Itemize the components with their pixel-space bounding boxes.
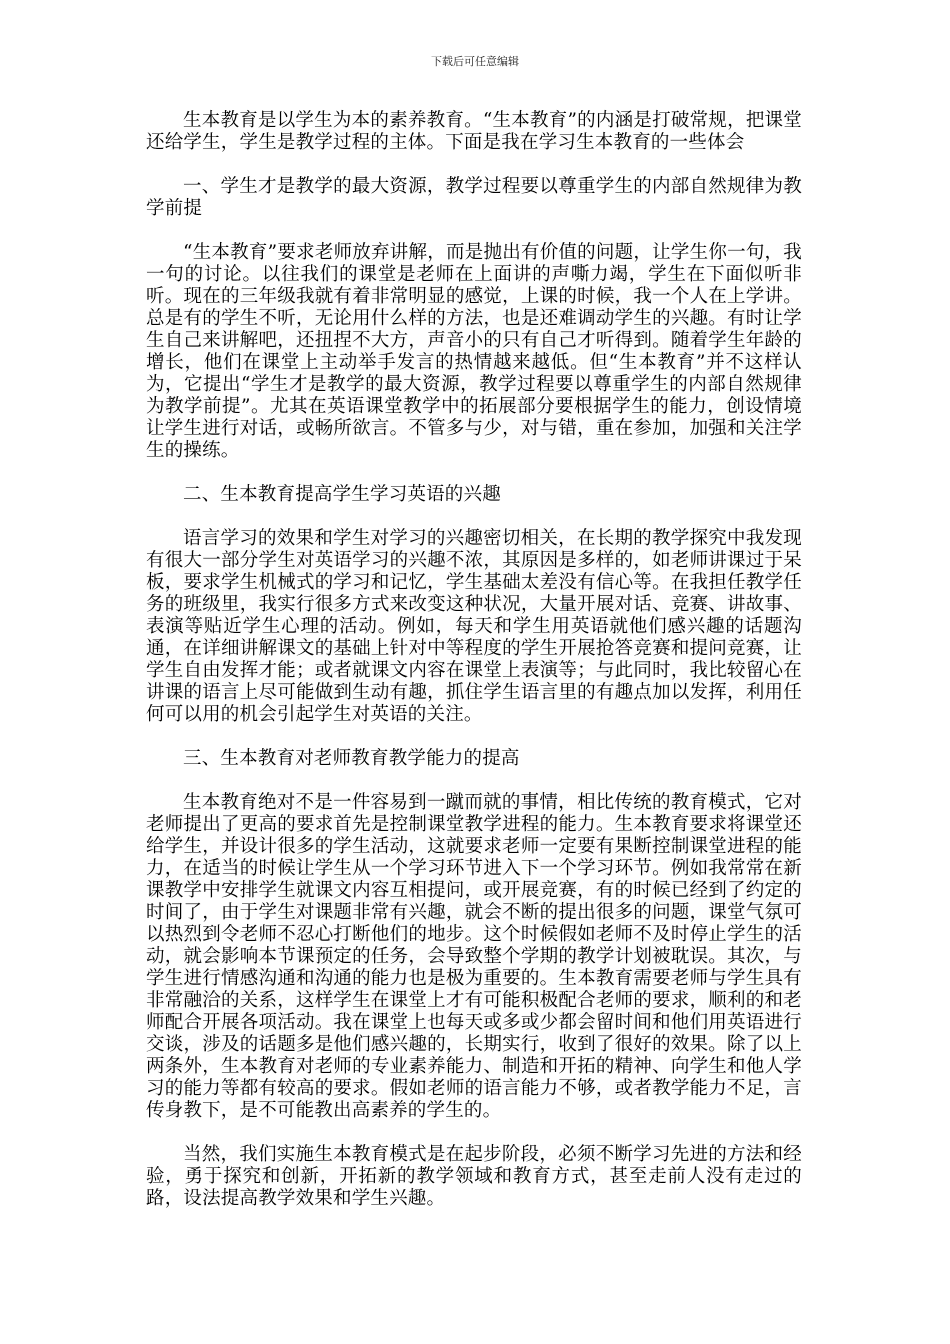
- section-heading-3: 三、生本教育对老师教育教学能力的提高: [183, 748, 520, 769]
- section-2-paragraph: 语言学习的效果和学生对学习的兴趣密切相关，在长期的教学探究中我发现有很大一部分学生对英语学习的兴趣不浓，其原因是多样的，如老师讲课过于呆板，要求学生机械式的学习和记忆，学生基础太差没有信心等。在我担任教学任务的班级里，我实行很多方式来改变这种状况，大量开展对话、竞赛、讲故事、表演等贴近学生心理的活动。例如，每天和学生用英语就他们感兴趣的话题沟通，在详细讲解课文的基础上针对中等程度的学生开展抢答竞赛和提问竞赛，让学生自由发挥才能；或者就课文内容在课堂上表演等；与此同时，我比较留心在讲课的语言上尽可能做到生动有趣，抓住学生语言里的有趣点加以发挥，利用任何可以用的机会引起学生对英语的关注。: [146, 528, 802, 725]
- section-heading-1: 一、学生才是教学的最大资源，教学过程要以尊重学生的内部自然规律为教学前提: [146, 176, 802, 219]
- page-header: 下载后可任意编辑: [431, 55, 519, 68]
- conclusion-paragraph: 当然，我们实施生本教育模式是在起步阶段，必须不断学习先进的方法和经验，勇于探究和创新，开拓新的教学领域和教育方式，甚至走前人没有走过的路，设法提高教学效果和学生兴趣。: [146, 1144, 802, 1209]
- document-body: [146, 110, 802, 1232]
- section-heading-2: 二、生本教育提高学生学习英语的兴趣: [183, 484, 501, 505]
- section-3-paragraph: 生本教育绝对不是一件容易到一蹴而就的事情，相比传统的教育模式，它对老师提出了更高的要求首先是控制课堂教学进程的能力。生本教育要求将课堂还给学生，并设计很多的学生活动，这就要求老师一定要有果断控制课堂进程的能力，在适当的时候让学生从一个学习环节进入下一个学习环节。例如我常常在新课教学中安排学生就课文内容互相提问，或开展竞赛，有的时候已经到了约定的时间了，由于学生对课题非常有兴趣，就会不断的提出很多的问题，课堂气氛可以热烈到令老师不忍心打断他们的地步。这个时候假如老师不及时停止学生的活动，就会影响本节课预定的任务，会导致整个学期的教学计划被耽误。其次，与学生进行情感沟通和沟通的能力也是极为重要的。生本教育需要老师与学生具有非常融洽的关系，这样学生在课堂上才有可能积极配合老师的要求，顺利的和老师配合开展各项活动。我在课堂上也每天或多或少都会留时间和他们用英语进行交谈，涉及的话题多是他们感兴趣的，长期实行，收到了很好的效果。除了以上两条外，生本教育对老师的专业素养能力、制造和开拓的精神、向学生和他人学习的能力等都有较高的要求。假如老师的语言能力不够，或者教学能力不足，言传身教下，是不可能教出高素养的学生的。: [146, 792, 802, 1121]
- section-1-paragraph: “生本教育”要求老师放弃讲解，而是抛出有价值的问题，让学生你一句，我一句的讨论。以往我们的课堂是老师在上面讲的声嘶力竭，学生在下面似听非听。现在的三年级我就有着非常明显的感觉，上课的时候，我一个人在上学讲。总是有的学生不听，无论用什么样的方法，也是还难调动学生的兴趣。有时让学生自己来讲解吧，还扭捏不大方，声音小的只有自己才听得到。随着学生年龄的增长，他们在课堂上主动举手发言的热情越来越低。但“生本教育”并不这样认为，它提出“学生才是教学的最大资源，教学过程要以尊重学生的内部自然规律为教学前提”。尤其在英语课堂教学中的拓展部分要根据学生的能力，创设情境让学生进行对话，或畅所欲言。不管多与少，对与错，重在参加，加强和关注学生的操练。: [146, 242, 802, 461]
- intro-paragraph: 生本教育是以学生为本的素养教育。“生本教育”的内涵是打破常规，把课堂还给学生，学生是教学过程的主体。下面是我在学习生本教育的一些体会: [146, 110, 802, 153]
